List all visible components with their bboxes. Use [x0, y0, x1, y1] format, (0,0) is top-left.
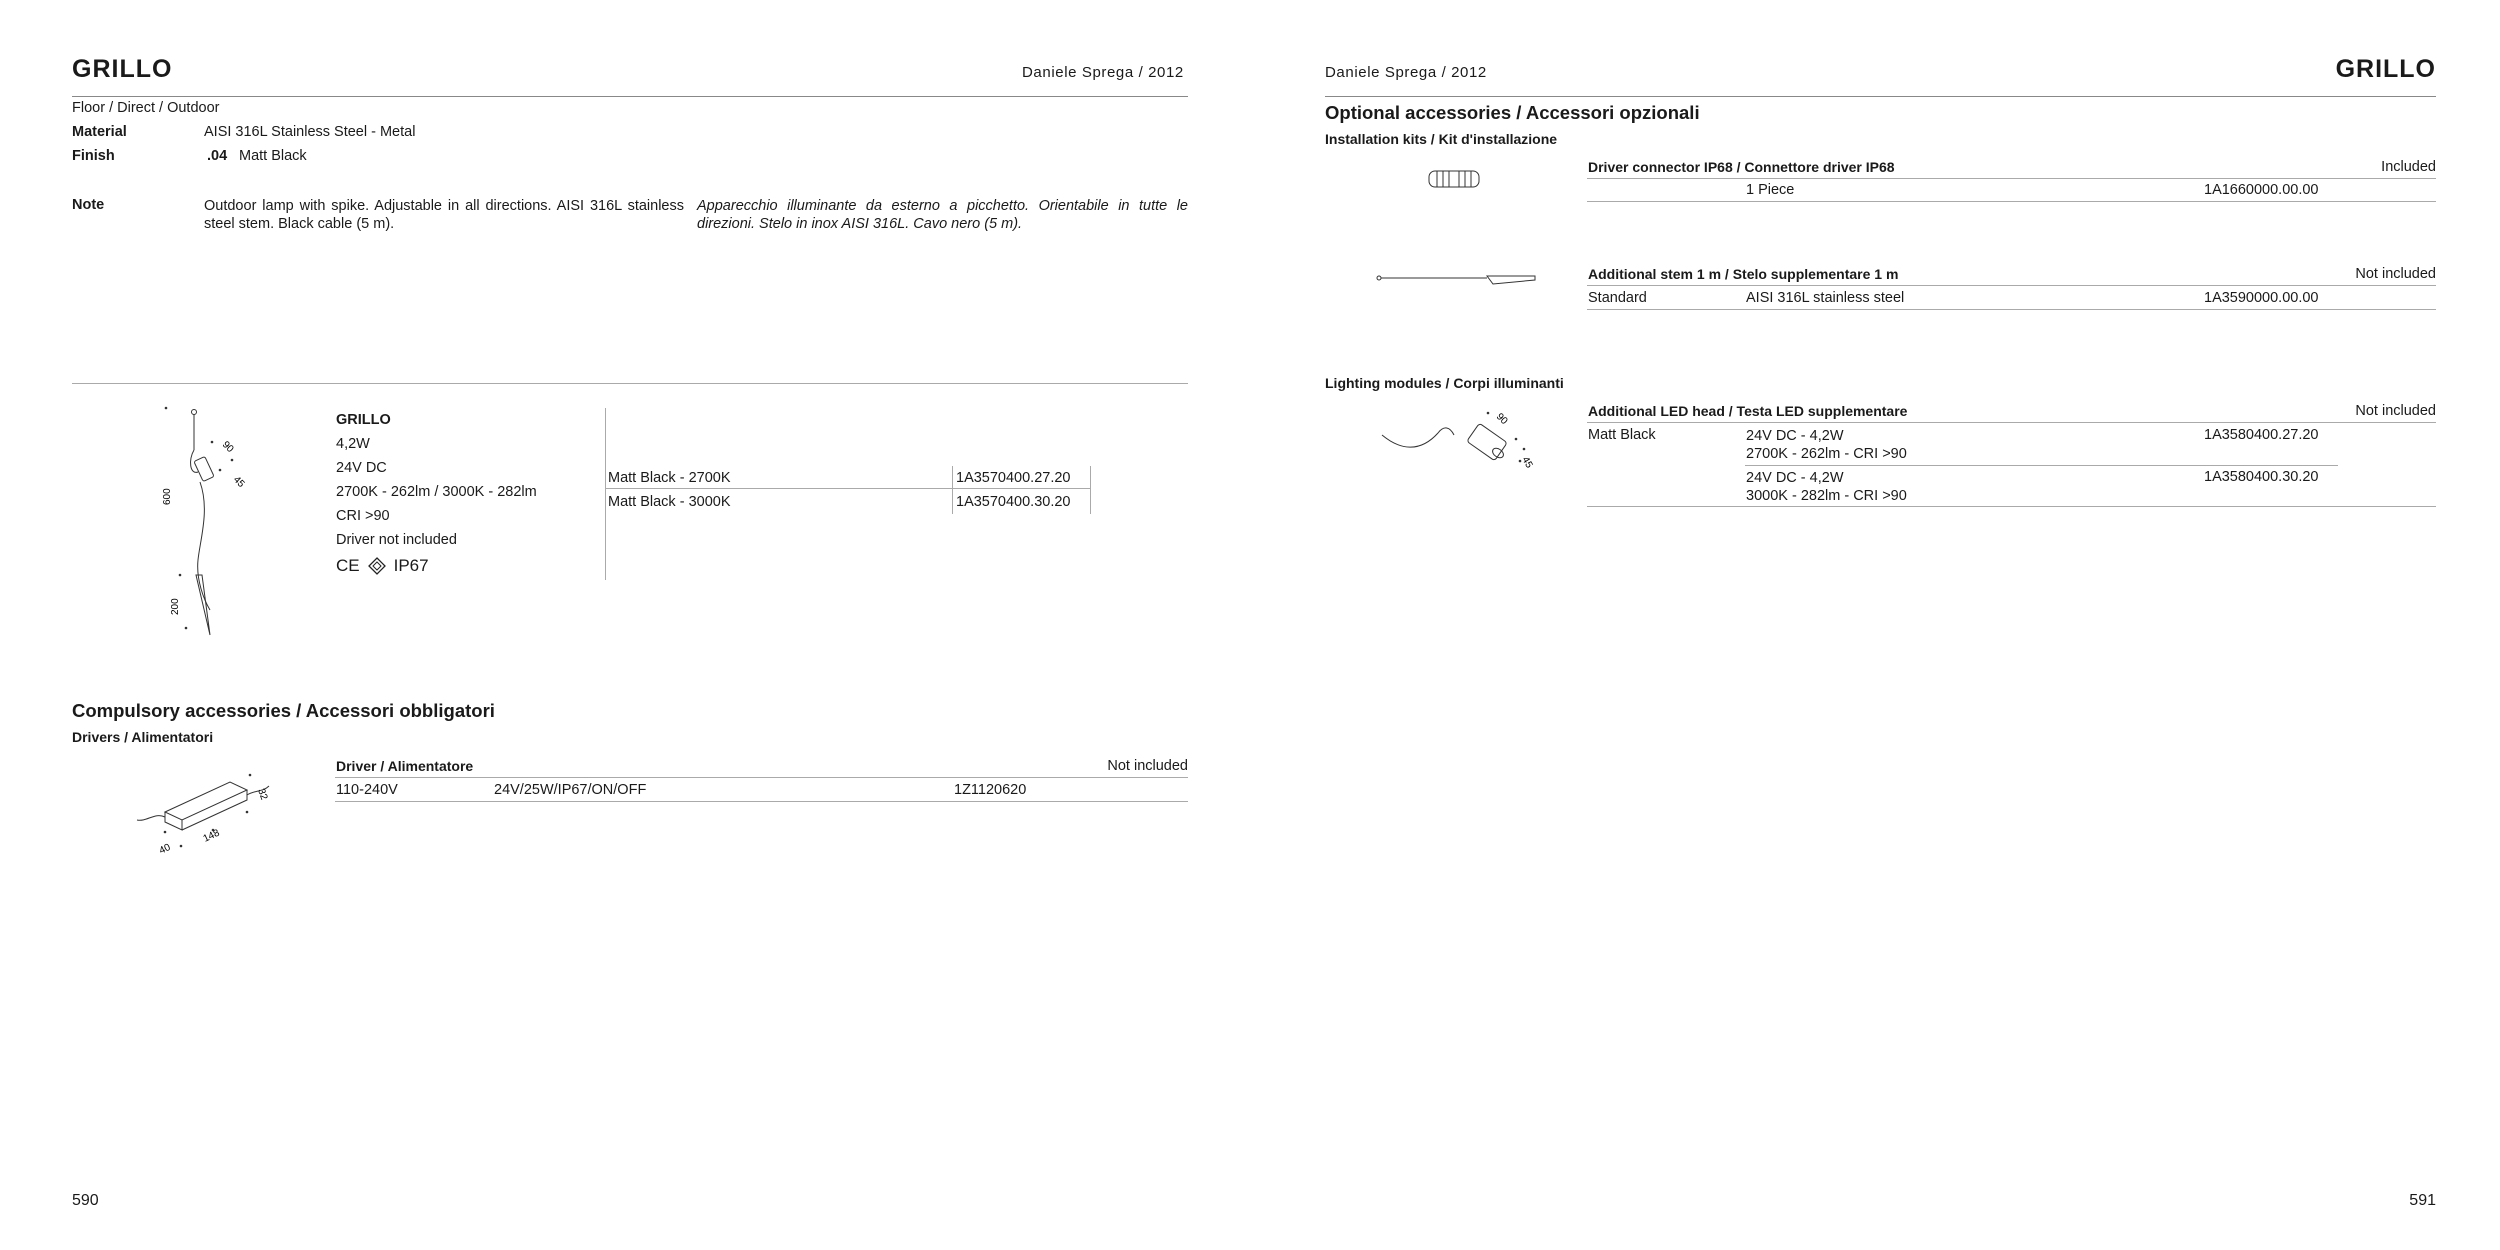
stem-bottom-rule [1587, 309, 2436, 310]
left-page-number: 590 [72, 1192, 99, 1209]
stem-material: AISI 316L stainless steel [1746, 290, 1905, 306]
variant-row-divider [606, 488, 1090, 489]
stem-status: Not included [2355, 266, 2436, 282]
right-brand-title: GRILLO [2335, 55, 2436, 83]
led-dim-90: 90 [1493, 411, 1510, 427]
finish-value: Matt Black [239, 148, 307, 164]
led-head-bottom-rule [1587, 506, 2436, 507]
right-header-rule [1325, 96, 2436, 97]
diamond-cert-icon [368, 557, 386, 575]
led-row-spec [1746, 427, 1907, 463]
optional-title: Optional accessories / Accessori opzionali [1325, 102, 1700, 123]
led-row-code: 1A3580400.30.20 [2204, 469, 2319, 485]
led-row-line1: 24V DC - 4,2W [1746, 470, 1844, 486]
driver-table-status: Not included [1107, 758, 1188, 774]
driver-spec: 24V/25W/IP67/ON/OFF [494, 782, 647, 798]
installation-subtitle: Installation kits / Kit d'installazione [1325, 131, 1558, 147]
product-driver-note: Driver not included [336, 532, 457, 548]
product-power: 4,2W [336, 436, 370, 452]
finish-code: .04 [207, 148, 228, 164]
led-head-title: Additional LED head / Testa LED supplementare [1588, 403, 1908, 419]
note-italian: Apparecchio illuminante da esterno a picchetto. Orientabile in tutte le direzioni. Stelo in inox AISI 316L. Cavo nero (5 m). [697, 198, 1188, 232]
variant-code: 1A3570400.30.20 [956, 494, 1071, 510]
note-english: Outdoor lamp with spike. Adjustable in all directions. AISI 316L stainless steel stem. Black cable (5 m). [204, 198, 684, 232]
ip67-icon: IP67 [393, 556, 429, 575]
product-voltage: 24V DC [336, 460, 387, 476]
led-row-line2: 2700K - 262lm - CRI >90 [1746, 446, 1907, 462]
stem-drawing [1375, 268, 1545, 290]
stem-type: Standard [1588, 290, 1647, 306]
material-label: Material [72, 124, 127, 140]
left-header-rule [72, 96, 1188, 97]
variant-col-divider-right [1090, 466, 1091, 514]
finish-label: Finish [72, 148, 115, 164]
driver-table-rule [335, 777, 1188, 778]
connector-bottom-rule [1587, 201, 2436, 202]
connector-status: Included [2381, 159, 2436, 175]
variant-col-divider [952, 466, 953, 514]
ce-mark-icon: CE [336, 556, 360, 575]
stem-code: 1A3590000.00.00 [2204, 290, 2319, 306]
product-divider [72, 383, 1188, 384]
led-row-spec [1746, 469, 1907, 505]
driver-table-title: Driver / Alimentatore [336, 758, 474, 774]
dim-45: 45 [230, 474, 247, 490]
led-head-drawing [1380, 405, 1540, 475]
led-row-line2: 3000K - 282lm - CRI >90 [1746, 488, 1907, 504]
stem-title: Additional stem 1 m / Stelo supplementare 1 m [1588, 266, 1899, 282]
led-row-divider [1745, 465, 2338, 466]
dim-90: 90 [219, 439, 236, 455]
left-brand-title: GRILLO [72, 55, 173, 83]
led-dim-45: 45 [1519, 455, 1535, 471]
dim-600: 600 [162, 488, 173, 505]
connector-drawing [1425, 163, 1485, 195]
led-head-finish: Matt Black [1588, 427, 1656, 443]
drivers-subtitle: Drivers / Alimentatori [72, 729, 214, 745]
product-cri: CRI >90 [336, 508, 390, 524]
driver-dim-d: 40 [157, 842, 173, 857]
led-row-line1: 24V DC - 4,2W [1746, 428, 1844, 444]
variant-name: Matt Black - 2700K [608, 470, 731, 486]
grillo-lamp-drawing [150, 400, 250, 640]
material-value: AISI 316L Stainless Steel - Metal [204, 124, 416, 140]
driver-dim-h: 32 [255, 787, 270, 802]
stem-rule [1587, 285, 2436, 286]
dim-200: 200 [170, 598, 181, 615]
led-head-status: Not included [2355, 403, 2436, 419]
driver-dim-w: 148 [201, 827, 222, 845]
driver-drawing [135, 770, 275, 860]
led-row-code: 1A3580400.27.20 [2204, 427, 2319, 443]
variant-code: 1A3570400.27.20 [956, 470, 1071, 486]
driver-voltage: 110-240V [336, 782, 398, 798]
certification-icons [336, 556, 429, 576]
compulsory-title: Compulsory accessories / Accessori obbligatori [72, 700, 495, 721]
variant-name: Matt Black - 3000K [608, 494, 731, 510]
connector-desc: 1 Piece [1746, 182, 1795, 198]
product-name: GRILLO [336, 412, 391, 428]
driver-code: 1Z1120620 [954, 782, 1027, 798]
connector-title: Driver connector IP68 / Connettore driver IP68 [1588, 159, 1895, 175]
product-lumens: 2700K - 262lm / 3000K - 282lm [336, 484, 537, 500]
right-page-number: 591 [2409, 1192, 2436, 1209]
spec-divider [605, 408, 606, 580]
connector-rule [1587, 178, 2436, 179]
lighting-subtitle: Lighting modules / Corpi illuminanti [1325, 375, 1564, 391]
led-head-rule [1587, 422, 2436, 423]
right-designer: Daniele Sprega / 2012 [1325, 64, 1487, 81]
note-label: Note [72, 197, 105, 213]
driver-table-bottom-rule [335, 801, 1188, 802]
left-designer: Daniele Sprega / 2012 [1022, 64, 1184, 81]
category: Floor / Direct / Outdoor [72, 100, 220, 116]
connector-code: 1A1660000.00.00 [2204, 182, 2319, 198]
